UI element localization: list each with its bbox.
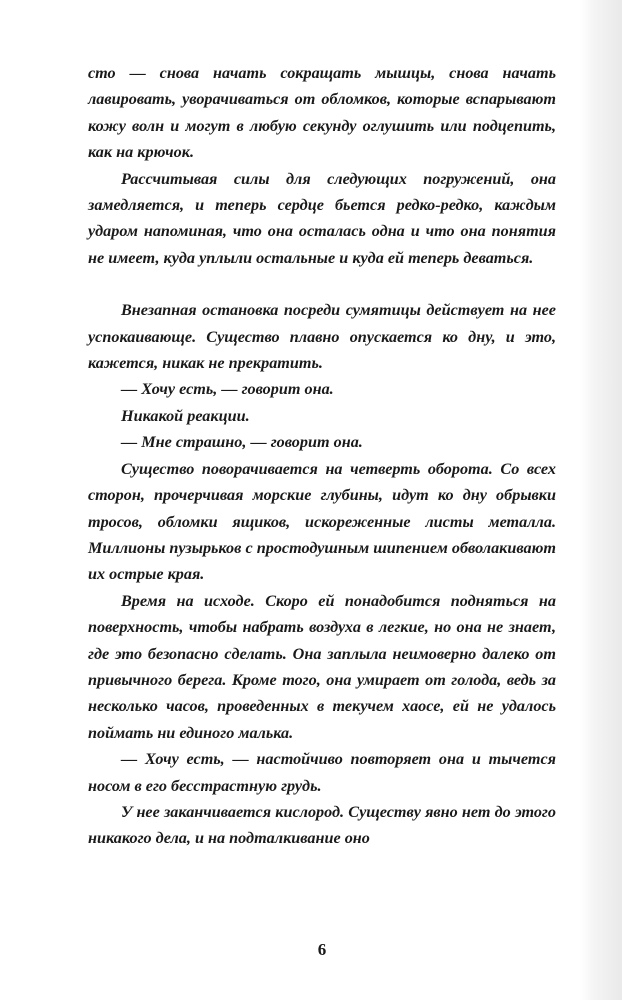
dialogue-line: — Хочу есть, — говорит она. [121, 380, 334, 399]
page-number: 6 [317, 940, 327, 959]
paragraph: сто — снова начать сокращать мышцы, снова начать лавировать, уворачиваться от обломков, которые вспарывают кожу волн и могут в любую секунду оглушить или подцепить, как на крючок. [88, 64, 556, 162]
paragraph: Существо поворачивается на четверть оборота. Со всех сторон, прочерчивая морские глубины, идут ко дну обрывки тросов, обломки ящиков, искореженные листы металла. Миллионы пузырьков с простодушным шипением обволакивают их острые края. [88, 459, 556, 584]
paragraph: У нее заканчивается кислород. Существу явно нет до этого никакого дела, и на подталкивание оно [88, 802, 556, 848]
paragraph: Рассчитывая силы для следующих погружений, она замедляется, и теперь сердце бьется редко-редко, каждым ударом напоминая, что она осталась одна и что она понятия не имеет, куда уплыли остальные и куда ей теперь деваться. [88, 169, 556, 267]
page-edge-shadow [580, 0, 622, 1000]
paragraph: Никакой реакции. [121, 406, 250, 425]
paragraph: Внезапная остановка посреди сумятицы действует на нее успокаивающе. Существо плавно опускается ко дну, и это, кажется, никак не прекратить. [88, 301, 556, 373]
body-text [88, 60, 556, 852]
dialogue-line: — Хочу есть, — настойчиво повторяет она и тычется носом в его бесстрастную грудь. [88, 750, 556, 795]
paragraph: Время на исходе. Скоро ей понадобится подняться на поверхность, чтобы набрать воздуха в легкие, но она не знает, где это безопасно сделать. Она заплыла неимоверно далеко от привычного берега. Кроме того, она умирает от голода, ведь за несколько часов, проведенных в текучем хаосе, ей не удалось поймать ни единого малька. [88, 591, 556, 742]
dialogue-line: — Мне страшно, — говорит она. [121, 433, 363, 452]
